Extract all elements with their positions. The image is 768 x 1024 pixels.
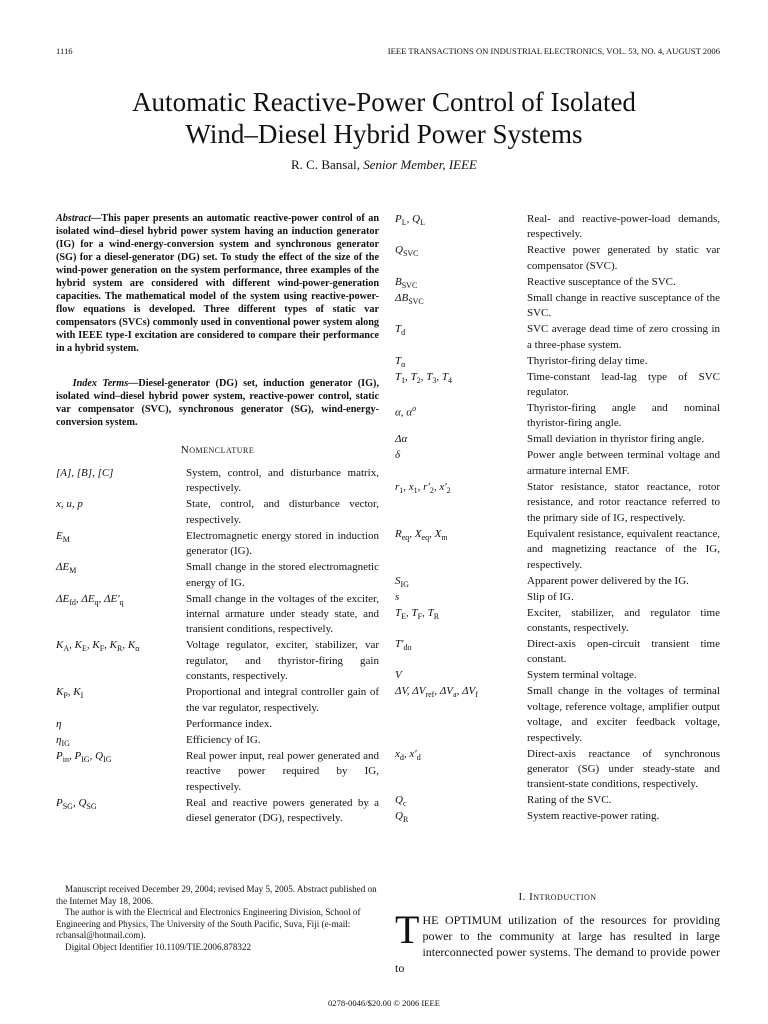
- abstract: [56, 212, 379, 355]
- nomenclature-symbol: $Q_c$: [395, 794, 407, 809]
- nomenclature-entry: [56, 560, 379, 591]
- footnote-affiliation: The author is with the Electrical and Electronics Engineering Division, School of Engineering and Physics, The University of the South Pacific, Suva, Fiji (e-mail: rcbansal@hotmail.com).: [56, 907, 361, 941]
- nomenclature-definition: Real power input, real power generated and reactive power required by IG, respectively.: [186, 749, 379, 793]
- nomenclature-definition: System reactive-power rating.: [527, 810, 660, 823]
- nomenclature-definition: Efficiency of IG.: [186, 733, 261, 746]
- nomenclature-definition: Slip of IG.: [527, 590, 574, 603]
- nomenclature-symbol: $T_1$, $T_2$, $T_3$, $T_4$: [395, 370, 452, 385]
- nomenclature-entry: [395, 432, 720, 447]
- index-terms: [56, 377, 379, 429]
- nomenclature-definition: State, control, and disturbance vector, respectively.: [186, 498, 379, 526]
- nomenclature-symbol: ΔV, $\Delta V_{ref}$, $\Delta V_a$, $\Delta V_f$: [395, 685, 478, 700]
- nomenclature-symbol: Δα: [395, 433, 408, 446]
- intro-heading: I. Introduction: [518, 891, 597, 903]
- nomenclature-symbol: $\Delta E_M$: [56, 561, 77, 576]
- nomenclature-symbol: $Q_R$: [395, 810, 409, 825]
- nomenclature-entry: [395, 275, 720, 290]
- nomenclature-definition: Small change in the voltages of terminal voltage, reference voltage, amplifier output voltage, and exciter feedback voltage, respectively.: [527, 685, 720, 744]
- nomenclature-entry: [56, 733, 379, 748]
- nomenclature-symbol: $T'_{do}$: [395, 637, 412, 653]
- nomenclature-symbol: $R_{eq}$, $X_{eq}$, $X_m$: [395, 527, 448, 542]
- nomenclature-symbol: x, u, p: [56, 498, 83, 511]
- nomenclature-entry: [56, 685, 379, 716]
- intro-text: HE OPTIMUM utilization of the resources for providing power to the community at large has resulted in large interconnected power systems. The demand to provide power to: [395, 913, 720, 975]
- nomenclature-entry: [56, 749, 379, 795]
- nomenclature-symbol: $K_A$, $K_E$, $K_F$, $K_R$, $K_\alpha$: [56, 639, 140, 654]
- nomenclature-symbol: $P_{in}$, $P_{IG}$, $Q_{IG}$: [56, 749, 112, 764]
- nomenclature-entry: [395, 574, 720, 589]
- nomenclature-symbol: $K_P$, $K_I$: [56, 686, 84, 701]
- nomenclature-definition: Proportional and integral controller gain of the var regulator, respectively.: [186, 686, 379, 714]
- nomenclature-definition: Rating of the SVC.: [527, 794, 612, 807]
- nomenclature-entry: [56, 717, 379, 732]
- nomenclature-symbol: $x_d$, $x'_d$: [395, 747, 421, 762]
- nomenclature-symbol: V: [395, 669, 402, 682]
- nomenclature-entry: [395, 354, 720, 369]
- page-number: 1116: [56, 46, 73, 56]
- nomenclature-entry: [56, 529, 379, 560]
- nomenclature-definition: Time-constant lead-lag type of SVC regulator.: [527, 370, 720, 399]
- nomenclature-definition: Small change in reactive susceptance of the SVC.: [527, 291, 720, 320]
- nomenclature-definition: Small deviation in thyristor firing angle.: [527, 433, 705, 446]
- nomenclature-symbol: η: [56, 717, 62, 730]
- nomenclature-entry: [395, 243, 720, 274]
- title-line-1: Automatic Reactive-Power Control of Isolated: [132, 87, 636, 117]
- nomenclature-definition: System, control, and disturbance matrix, respectively.: [186, 467, 379, 495]
- nomenclature-symbol: $r_1$, $x_1$, $r'_2$, $x'_2$: [395, 480, 451, 496]
- intro-dropcap: T: [395, 907, 420, 952]
- author-line: [0, 157, 768, 173]
- nomenclature-definition: Real and reactive powers generated by a diesel generator (DG), respectively.: [186, 796, 379, 824]
- nomenclature-symbol: $T_\alpha$: [395, 354, 406, 369]
- nomenclature-definition: Small change in the stored electromagnetic energy of IG.: [186, 561, 379, 589]
- nomenclature-symbol: $\Delta B_{SVC}$: [395, 291, 424, 307]
- nomenclature-definition: Voltage regulator, exciter, stabilizer, var regulator, and thyristor-firing gain constants, respectively.: [186, 639, 379, 683]
- nomenclature-entry: [395, 480, 720, 526]
- nomenclature-entry: [395, 606, 720, 637]
- nomenclature-entry: [395, 809, 720, 824]
- nomenclature-definition: Thyristor-firing delay time.: [527, 354, 648, 367]
- paper-title: [0, 86, 768, 150]
- nomenclature-symbol: $\eta_{IG}$: [56, 733, 70, 748]
- footnote: [56, 884, 379, 954]
- nomenclature-entry: [395, 448, 720, 479]
- nomenclature-symbol: $E_M$: [56, 529, 70, 544]
- nomenclature-symbol: $T_E$, $T_F$, $T_R$: [395, 606, 440, 621]
- title-line-2: Wind–Diesel Hybrid Power Systems: [185, 119, 583, 149]
- abstract-label: Abstract—: [56, 213, 102, 224]
- nomenclature-definition: Performance index.: [186, 717, 273, 730]
- nomenclature-definition: SVC average dead time of zero crossing in a three-phase system.: [527, 323, 720, 351]
- nomenclature-left: [56, 466, 379, 866]
- nomenclature-entry: [56, 796, 379, 827]
- nomenclature-entry: [56, 497, 379, 528]
- nomenclature-entry: [395, 212, 720, 243]
- index-terms-text: Diesel-generator (DG) set, induction generator (IG), isolated wind–diesel hybrid power system, reactive-power control, static var compensator (SVC), synchronous generator (SG), wind-energy-conversion system.: [56, 378, 379, 428]
- nomenclature-definition: Stator resistance, stator reactance, rotor resistance, and rotor reactance referred to the primary side of IG, respectively.: [527, 480, 720, 524]
- nomenclature-definition: Apparent power delivered by the IG.: [527, 574, 689, 587]
- nomenclature-symbol: $P_L$, $Q_L$: [395, 213, 425, 228]
- nomenclature-entry: [395, 322, 720, 353]
- nomenclature-definition: Power angle between terminal voltage and armature internal EMF.: [527, 449, 720, 477]
- nomenclature-symbol: s: [395, 590, 400, 603]
- nomenclature-definition: Real- and reactive-power-load demands, respectively.: [527, 213, 720, 241]
- nomenclature-definition: Reactive power generated by static var compensator (SVC).: [527, 244, 720, 272]
- nomenclature-definition: Direct-axis open-circuit transient time constant.: [527, 637, 720, 666]
- nomenclature-entry: [395, 684, 720, 746]
- nomenclature-entry: [395, 668, 720, 683]
- nomenclature-symbol: [A], [B], [C]: [56, 467, 114, 479]
- nomenclature-symbol: $\Delta E_{fd}$, $\Delta E_q$, $\Delta E'_q$: [56, 592, 124, 607]
- nomenclature-heading: Nomenclature: [180, 444, 255, 456]
- running-header: IEEE TRANSACTIONS ON INDUSTRIAL ELECTRONICS, VOL. 53, NO. 4, AUGUST 2006: [387, 46, 720, 56]
- nomenclature-entry: [395, 291, 720, 322]
- nomenclature-entry: [395, 370, 720, 401]
- abstract-text: This paper presents an automatic reactive-power control of an isolated wind–diesel hybrid power system having an induction generator (IG) for a wind-energy-conversion system and synchronous generator (SG) for a diesel-generator (DG) set. To study the effect of the size of the wind-power generation on the system performance, three examples of the hybrid system are considered with different wind-power-generation capacities. The mathematical model of the system using reactive-power-flow equations is developed. Three different types of static var compensators (SVCs) commonly used in conventional power system along with IEEE type-I excitation are considered to compare their performance in a hybrid system.: [56, 213, 379, 354]
- nomenclature-definition: Equivalent resistance, equivalent reactance, and magnetizing reactance of the IG, respectively.: [527, 527, 720, 571]
- author-role: Senior Member, IEEE: [363, 157, 477, 172]
- nomenclature-entry: [56, 638, 379, 684]
- intro-paragraph: [395, 907, 720, 976]
- nomenclature-symbol: $B_{SVC}$: [395, 275, 418, 290]
- nomenclature-entry: [395, 637, 720, 668]
- nomenclature-definition: Direct-axis reactance of synchronous generator (SG) under steady-state and transient-state conditions, respectively.: [527, 747, 720, 791]
- nomenclature-definition: Reactive susceptance of the SVC.: [527, 275, 676, 288]
- nomenclature-symbol: $T_d$: [395, 323, 406, 338]
- nomenclature-definition: Exciter, stabilizer, and regulator time constants, respectively.: [527, 606, 720, 634]
- nomenclature-entry: [56, 466, 379, 497]
- author-name: R. C. Bansal,: [291, 157, 360, 172]
- nomenclature-symbol: δ: [395, 449, 401, 462]
- footnote-received: Manuscript received December 29, 2004; revised May 5, 2005. Abstract published on the Internet May 18, 2006.: [56, 884, 377, 906]
- index-terms-label: Index Terms—: [72, 378, 139, 389]
- footnote-doi: Digital Object Identifier 10.1109/TIE.2006.878322: [65, 941, 252, 952]
- nomenclature-definition: Small change in the voltages of the exciter, internal armature under steady state, and transient conditions, respectively.: [186, 592, 379, 636]
- nomenclature-symbol: $Q_{SVC}$: [395, 244, 419, 259]
- nomenclature-symbol: $P_{SG}$, $Q_{SG}$: [56, 796, 97, 811]
- nomenclature-definition: Thyristor-firing angle and nominal thyristor-firing angle.: [527, 402, 720, 430]
- copyright-line: 0278-0046/$20.00 © 2006 IEEE: [327, 998, 441, 1008]
- nomenclature-entry: [395, 590, 720, 605]
- nomenclature-entry: [395, 793, 720, 808]
- nomenclature-symbol: $S_{IG}$: [395, 574, 409, 589]
- nomenclature-definition: Electromagnetic energy stored in induction generator (IG).: [186, 529, 379, 558]
- nomenclature-entry: [395, 401, 720, 432]
- nomenclature-definition: System terminal voltage.: [527, 669, 637, 682]
- nomenclature-entry: [395, 527, 720, 573]
- nomenclature-entry: [395, 747, 720, 793]
- nomenclature-entry: [56, 592, 379, 638]
- nomenclature-symbol: α, $\alpha^o$: [395, 404, 417, 419]
- nomenclature-right: [395, 212, 720, 872]
